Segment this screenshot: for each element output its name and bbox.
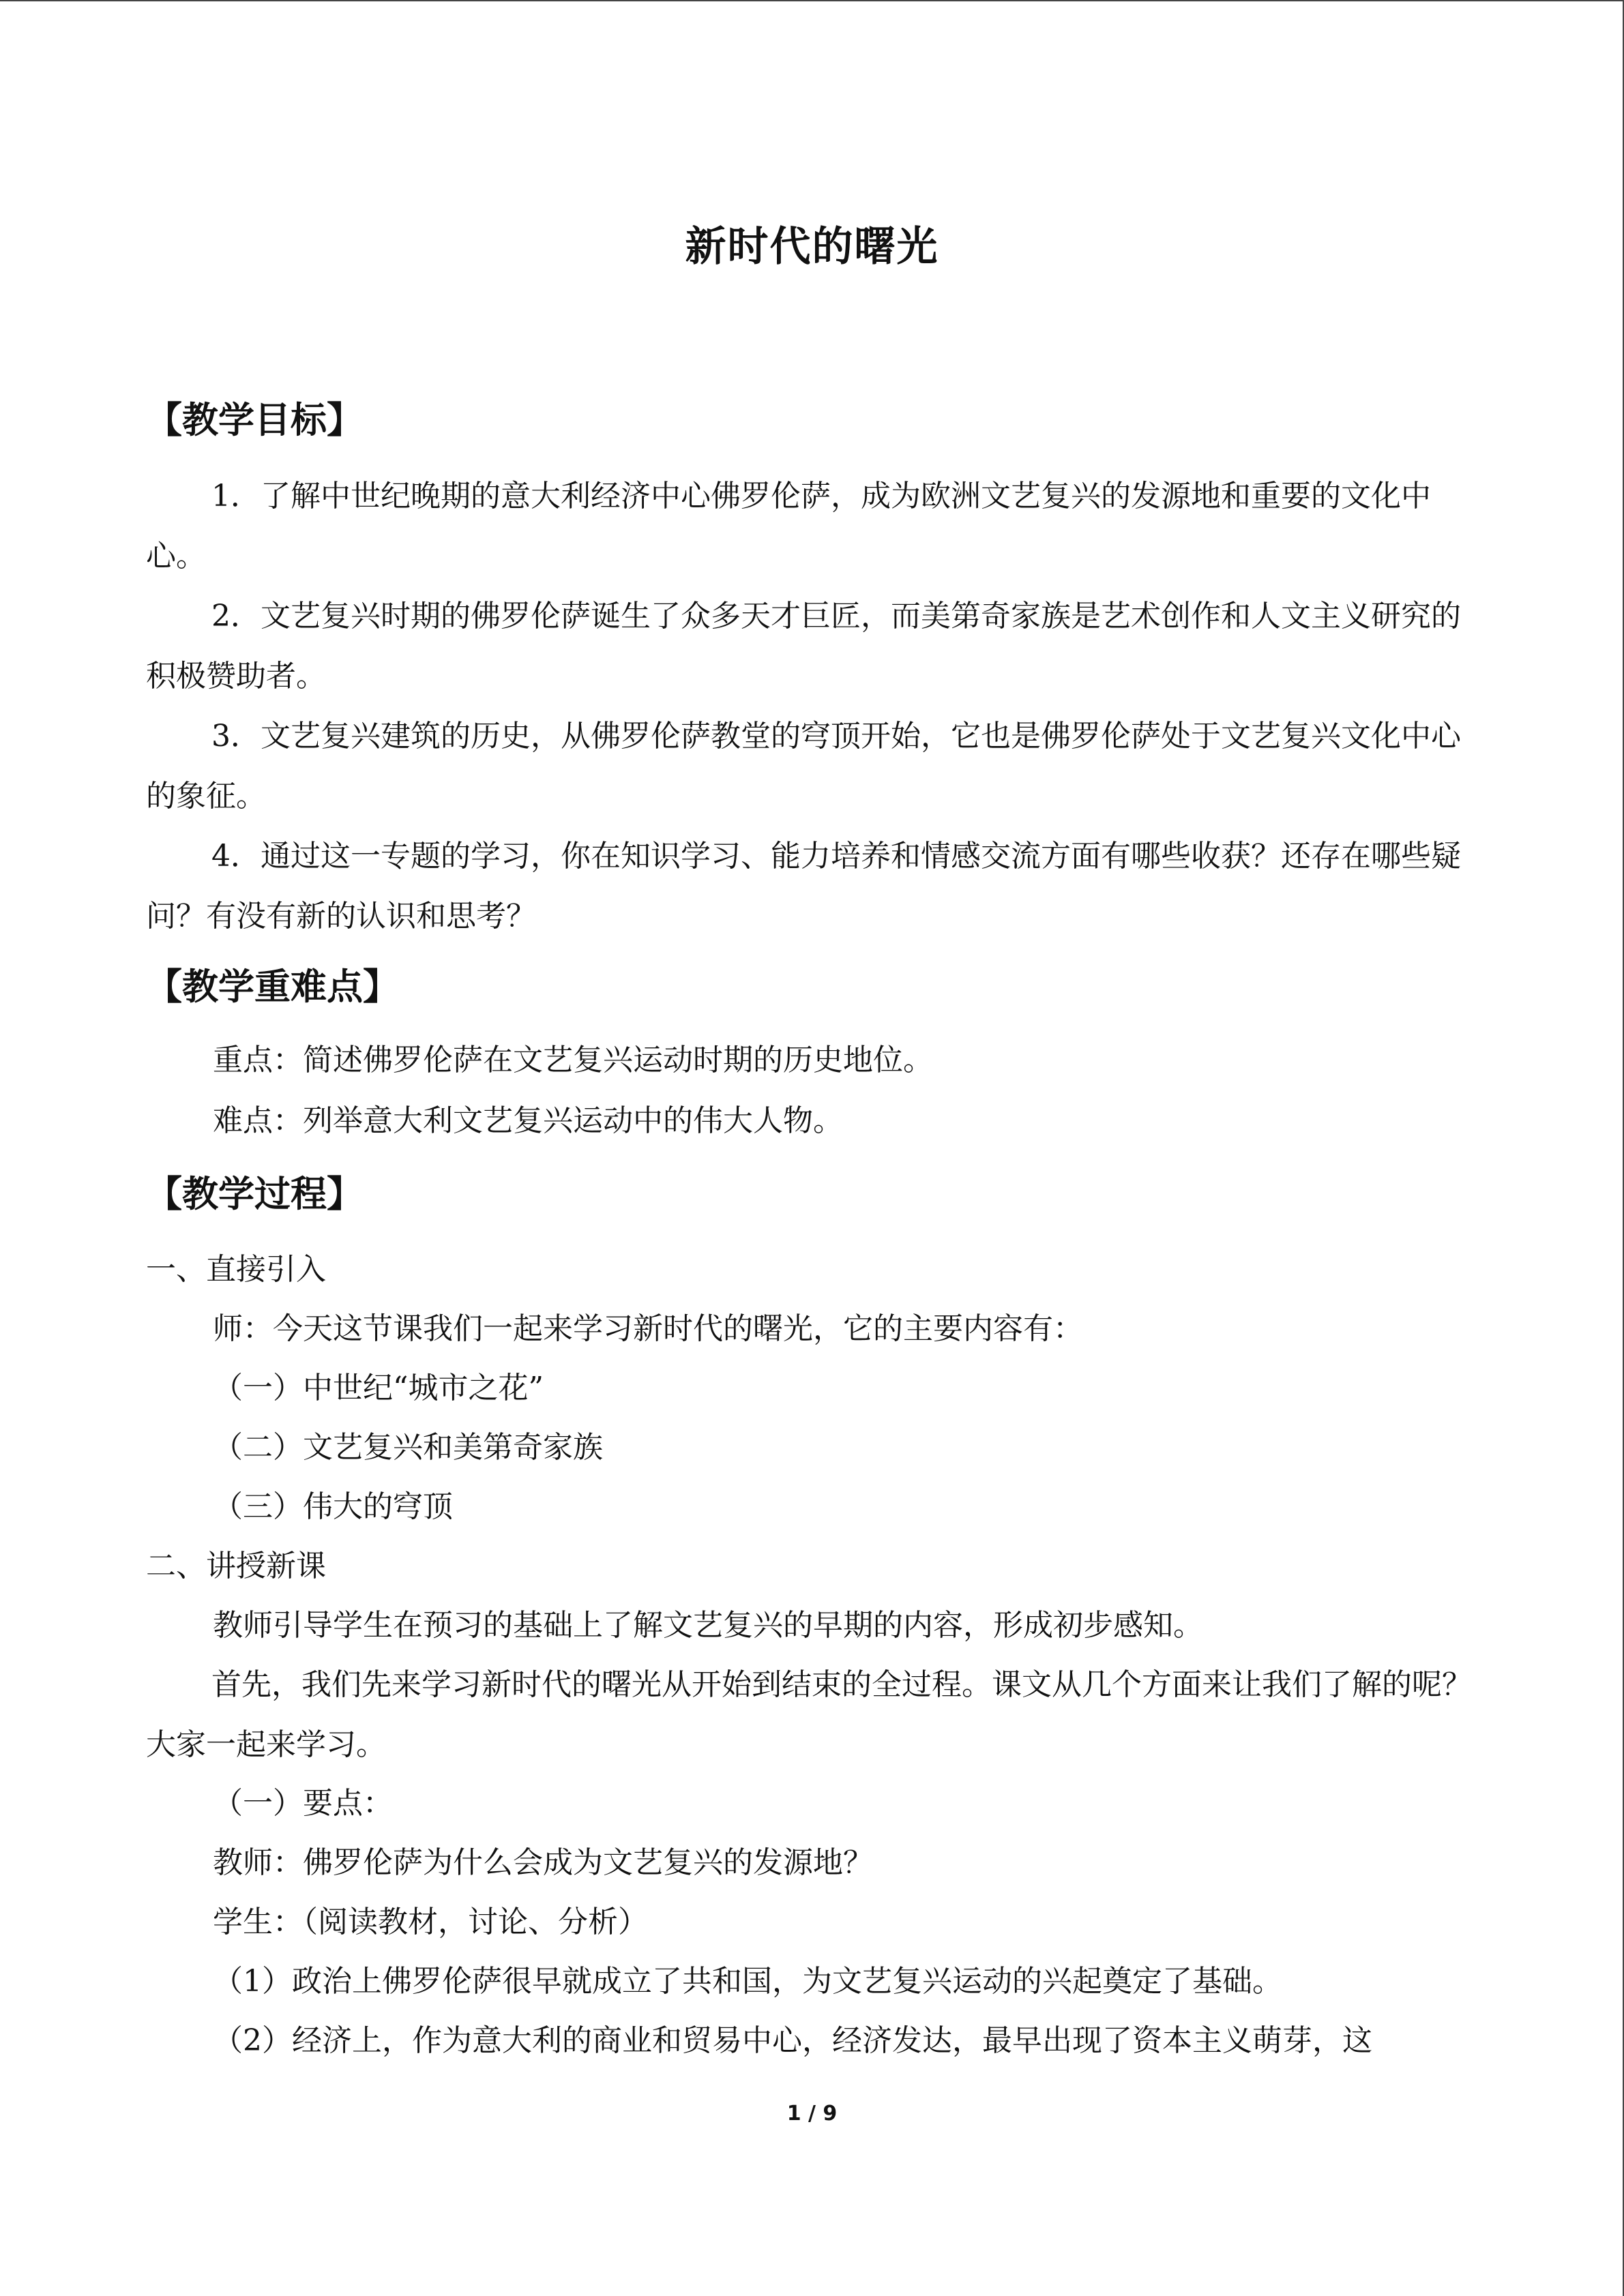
first-paragraph: 首先，我们先来学习新时代的曙光从开始到结束的全过程。课文从几个方面来让我们了解的呢？大家一起来学习。 xyxy=(146,1667,1472,1762)
point-1: （1）政治上佛罗伦萨很早就成立了共和国，为文艺复兴运动的兴起奠定了基础。 xyxy=(213,1964,1282,1999)
outline-item-1: （一）中世纪“城市之花” xyxy=(213,1371,544,1405)
objective-item-2: 2．文艺复兴时期的佛罗伦萨诞生了众多天才巨匠，而美第奇家族是艺术创作和人文主义研究的积极赞助者。 xyxy=(146,599,1461,694)
outline-item-2: （二）文艺复兴和美第奇家族 xyxy=(213,1430,603,1465)
page-number: 1 / 9 xyxy=(786,2102,838,2126)
objective-item-4: 4．通过这一专题的学习，你在知识学习、能力培养和情感交流方面有哪些收获？还存在哪些疑问？有没有新的认识和思考？ xyxy=(146,839,1461,934)
student-activity: 学生：（阅读教材，讨论、分析） xyxy=(213,1905,648,1939)
part1-title: 一、直接引入 xyxy=(146,1252,326,1287)
key-label: （一）要点： xyxy=(213,1786,393,1821)
objective-item-3: 3．文艺复兴建筑的历史，从佛罗伦萨教堂的穹顶开始，它也是佛罗伦萨处于文艺复兴文化中心的象征。 xyxy=(146,719,1461,814)
part2-title: 二、讲授新课 xyxy=(146,1549,326,1583)
difficulty-point: 难点：列举意大利文艺复兴运动中的伟大人物。 xyxy=(213,1103,843,1138)
document-title: 新时代的曙光 xyxy=(685,223,939,271)
outline-item-3: （三）伟大的穹顶 xyxy=(213,1489,453,1524)
guide-text: 教师引导学生在预习的基础上了解文艺复兴的早期的内容，形成初步感知。 xyxy=(213,1608,1203,1643)
heading-key-points: 【教学重难点】 xyxy=(146,966,399,1008)
teacher-intro: 师：今天这节课我们一起来学习新时代的曙光，它的主要内容有： xyxy=(213,1311,1083,1346)
heading-process: 【教学过程】 xyxy=(146,1174,363,1215)
focus-point: 重点：简述佛罗伦萨在文艺复兴运动时期的历史地位。 xyxy=(213,1043,933,1077)
objective-item-1: 1．了解中世纪晚期的意大利经济中心佛罗伦萨，成为欧洲文艺复兴的发源地和重要的文化中心。 xyxy=(146,479,1431,573)
point-2: （2）经济上，作为意大利的商业和贸易中心，经济发达，最早出现了资本主义萌芽，这 xyxy=(213,2023,1372,2058)
heading-objectives: 【教学目标】 xyxy=(146,400,363,441)
teacher-question: 教师：佛罗伦萨为什么会成为文艺复兴的发源地？ xyxy=(213,1845,873,1880)
